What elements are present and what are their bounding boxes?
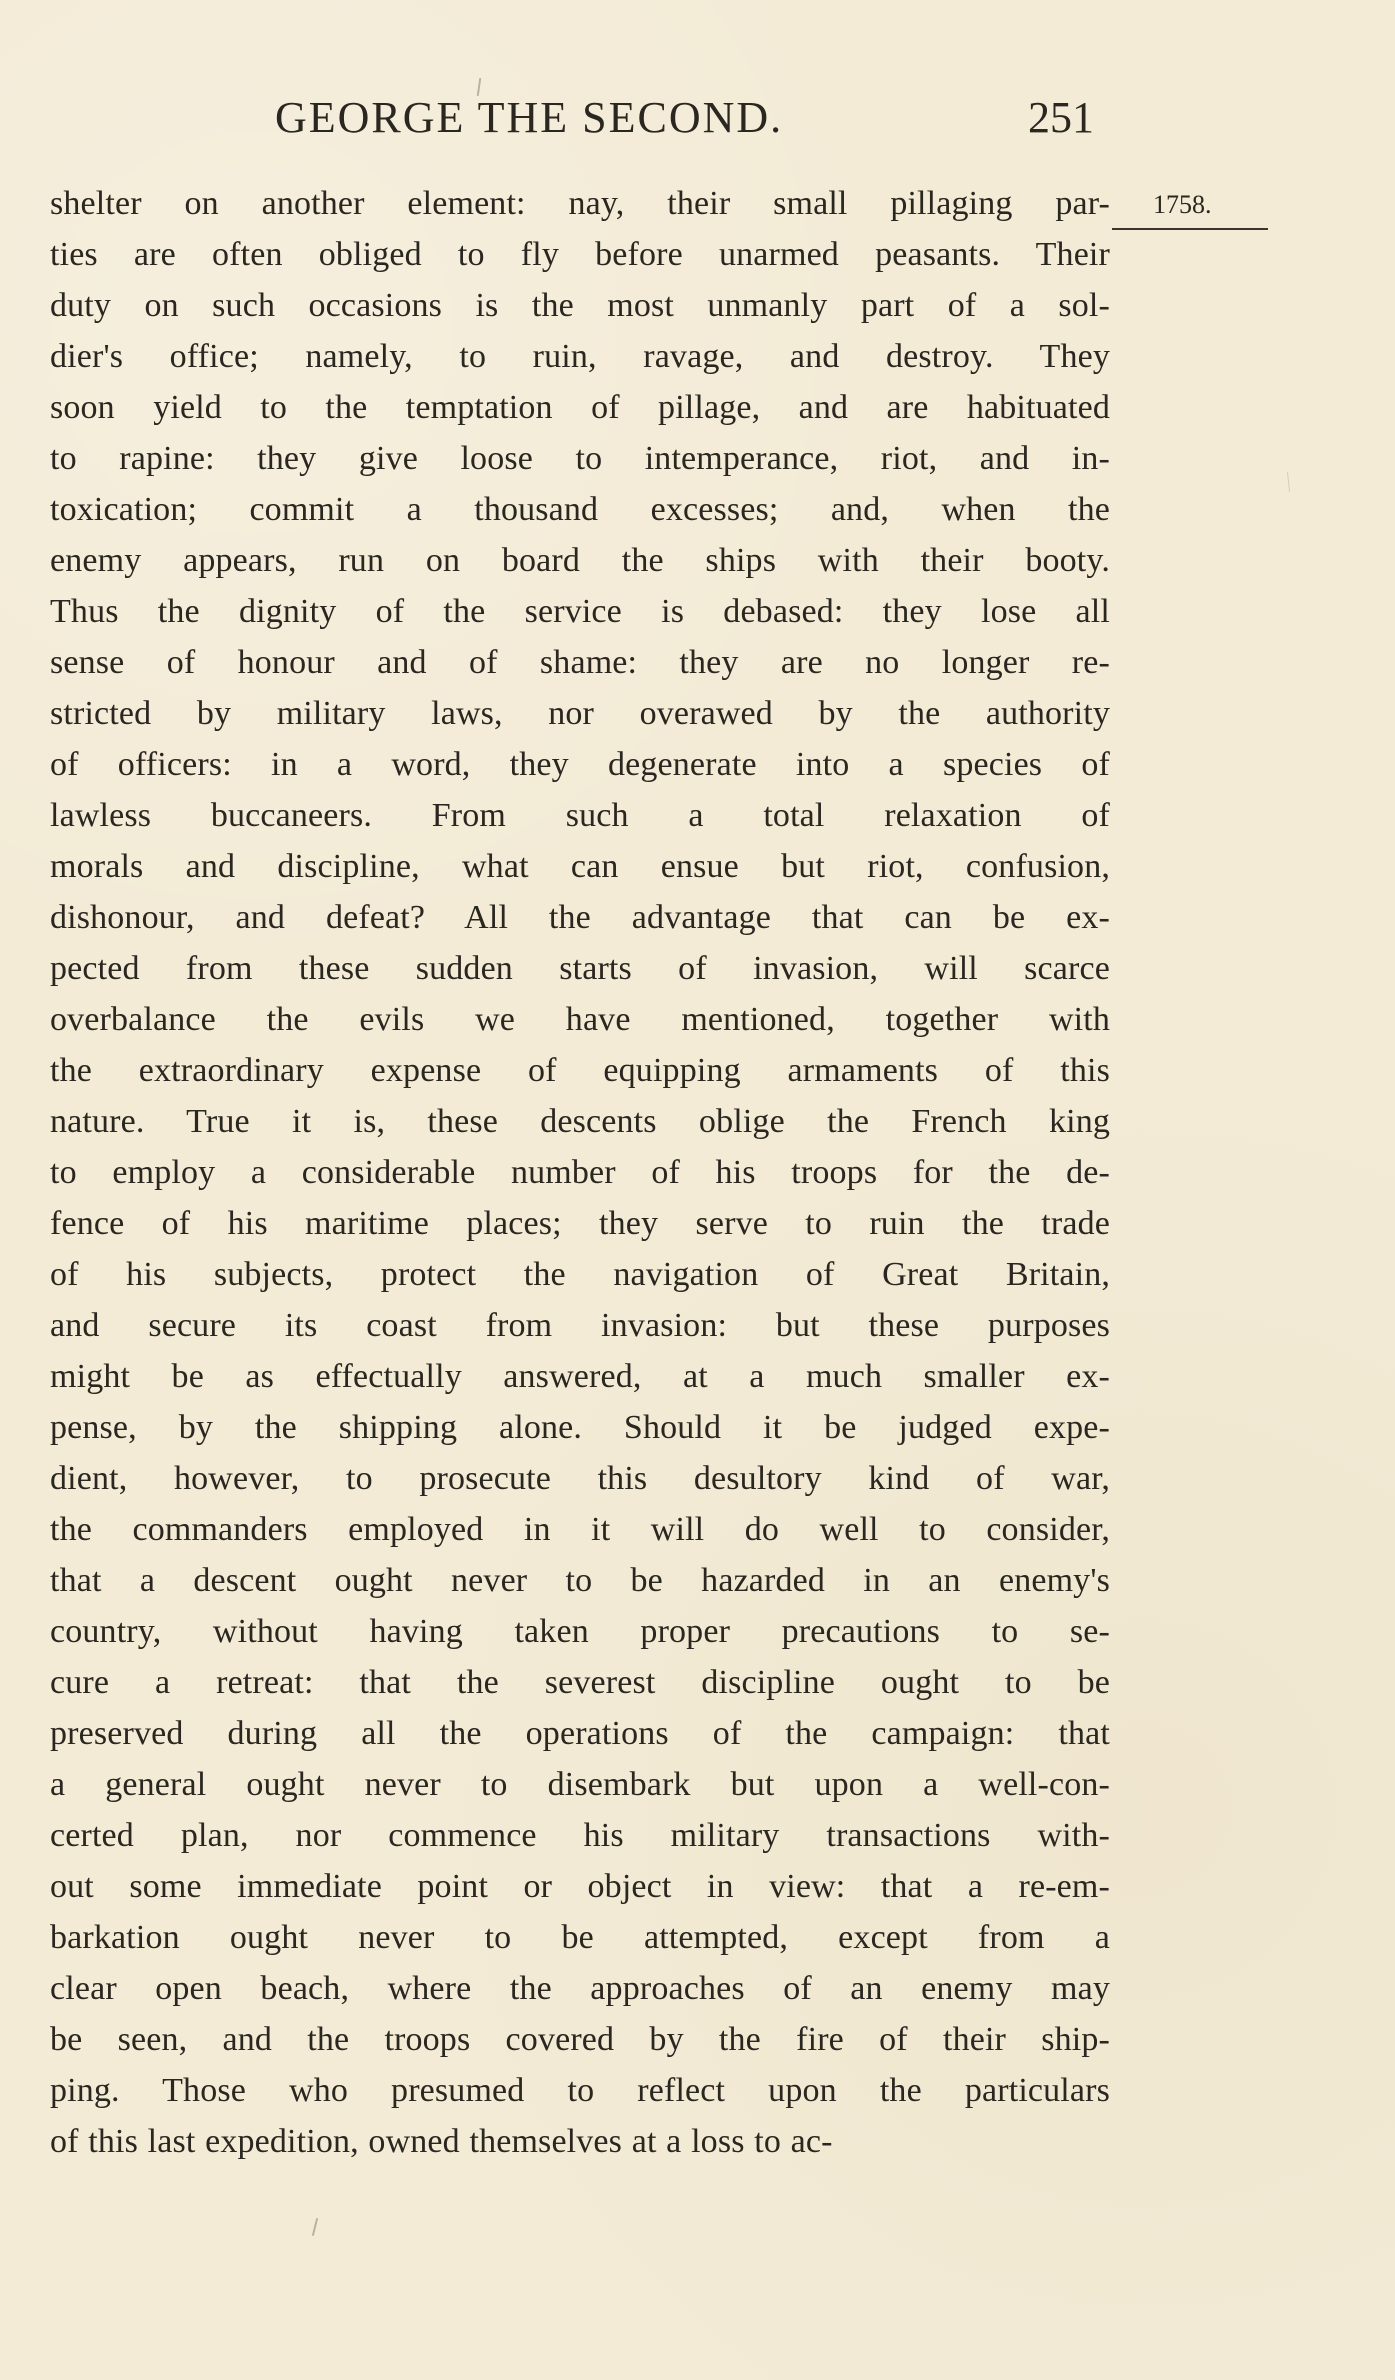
text-line: preserved during all the operations of the campaign: that xyxy=(50,1715,1110,1752)
text-line: ping. Those who presumed to reflect upon the particulars xyxy=(50,2072,1110,2109)
text-line: that a descent ought never to be hazarded in an enemy's xyxy=(50,1562,1110,1599)
text-line: nature. True it is, these descents oblige the French king xyxy=(50,1103,1110,1140)
text-line: cure a retreat: that the severest discipline ought to be xyxy=(50,1664,1110,1701)
text-line: and secure its coast from invasion: but these purposes xyxy=(50,1307,1110,1344)
text-line: out some immediate point or object in view: that a re-em- xyxy=(50,1868,1110,1905)
text-line: lawless buccaneers. From such a total relaxation of xyxy=(50,797,1110,834)
text-line: country, without having taken proper precautions to se- xyxy=(50,1613,1110,1650)
text-line: to employ a considerable number of his troops for the de- xyxy=(50,1154,1110,1191)
text-line: be seen, and the troops covered by the fire of their ship- xyxy=(50,2021,1110,2058)
margin-year: 1758. xyxy=(1153,190,1212,219)
paper-mark xyxy=(1287,472,1290,492)
text-line: of this last expedition, owned themselves at a loss to ac- xyxy=(50,2123,833,2160)
text-line: a general ought never to disembark but upon a well-con- xyxy=(50,1766,1110,1803)
paper-mark xyxy=(312,2218,318,2236)
text-line: the commanders employed in it will do well to consider, xyxy=(50,1511,1110,1548)
text-line: soon yield to the temptation of pillage, and are habituated xyxy=(50,389,1110,426)
text-line: ties are often obliged to fly before unarmed peasants. Their xyxy=(50,236,1110,273)
text-line: sense of honour and of shame: they are no longer re- xyxy=(50,644,1110,681)
text-line: stricted by military laws, nor overawed by the authority xyxy=(50,695,1110,732)
text-line: shelter on another element: nay, their small pillaging par- xyxy=(50,185,1110,222)
text-line: the extraordinary expense of equipping armaments of this xyxy=(50,1052,1110,1089)
text-line: dier's office; namely, to ruin, ravage, and destroy. They xyxy=(50,338,1110,375)
text-line: barkation ought never to be attempted, except from a xyxy=(50,1919,1110,1956)
text-line: pense, by the shipping alone. Should it be judged expe- xyxy=(50,1409,1110,1446)
text-line: to rapine: they give loose to intemperance, riot, and in- xyxy=(50,440,1110,477)
body-text xyxy=(50,178,1110,2167)
text-line: of his subjects, protect the navigation of Great Britain, xyxy=(50,1256,1110,1293)
running-header xyxy=(275,93,1115,152)
text-line: fence of his maritime places; they serve to ruin the trade xyxy=(50,1205,1110,1242)
text-line: pected from these sudden starts of invasion, will scarce xyxy=(50,950,1110,987)
text-line: dient, however, to prosecute this desultory kind of war, xyxy=(50,1460,1110,1497)
text-line: Thus the dignity of the service is debased: they lose all xyxy=(50,593,1110,630)
text-line: enemy appears, run on board the ships with their booty. xyxy=(50,542,1110,579)
running-title: GEORGE THE SECOND. xyxy=(275,93,784,142)
text-line: certed plan, nor commence his military transactions with- xyxy=(50,1817,1110,1854)
page-number: 251 xyxy=(1028,93,1094,142)
text-line: clear open beach, where the approaches of an enemy may xyxy=(50,1970,1110,2007)
text-line: overbalance the evils we have mentioned, together with xyxy=(50,1001,1110,1038)
margin-rule xyxy=(1112,228,1268,230)
text-line: dishonour, and defeat? All the advantage that can be ex- xyxy=(50,899,1110,936)
text-line: morals and discipline, what can ensue but riot, confusion, xyxy=(50,848,1110,885)
text-line: duty on such occasions is the most unmanly part of a sol- xyxy=(50,287,1110,324)
text-line: toxication; commit a thousand excesses; and, when the xyxy=(50,491,1110,528)
text-line: might be as effectually answered, at a much smaller ex- xyxy=(50,1358,1110,1395)
text-line: of officers: in a word, they degenerate into a species of xyxy=(50,746,1110,783)
